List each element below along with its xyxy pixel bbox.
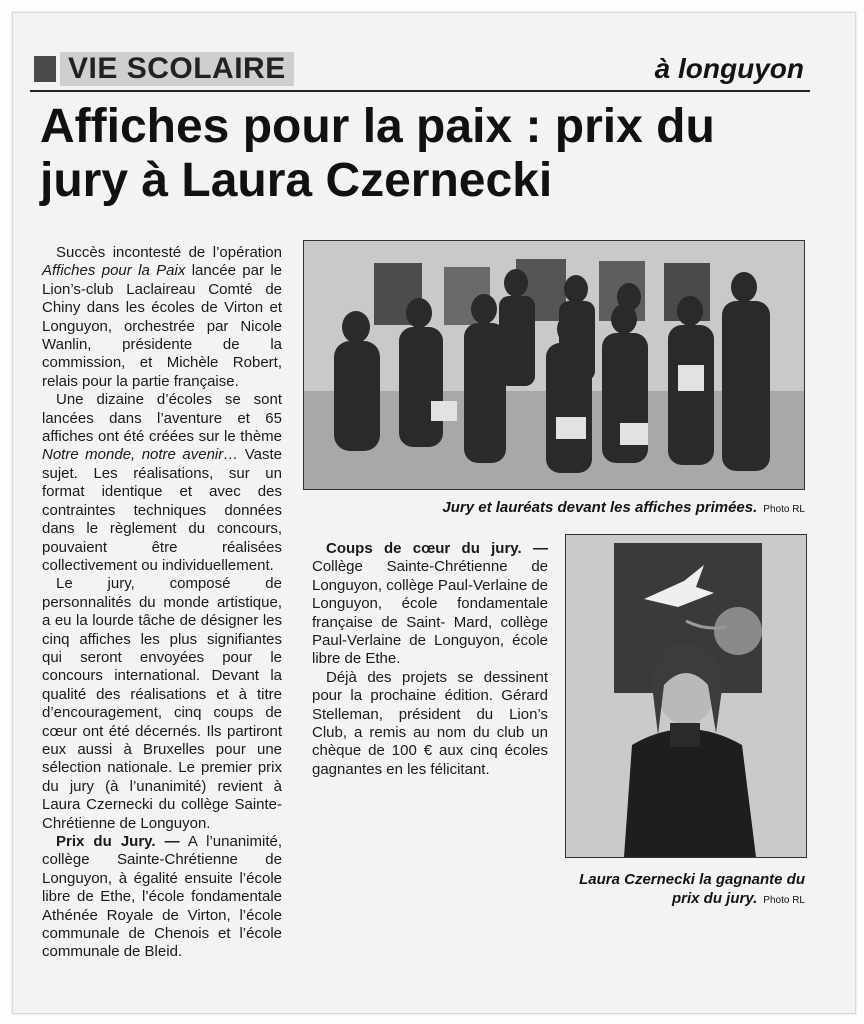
operation-name: Affiches pour la Paix bbox=[42, 262, 186, 280]
run-in-coups-de-coeur: Coups de cœur du jury. — bbox=[326, 540, 548, 557]
photo-credit: Photo RL bbox=[763, 504, 805, 515]
run-in-prix-du-jury: Prix du Jury. — bbox=[56, 833, 180, 850]
paragraph-intro: Succès incontesté de l’opération Affiches pour la Paix lancée par le Lion’s-club Laclaireau Comté de Chiny dans les écoles de Virton et Longuyon, orchestrée par Nicole Wanlin, présidente de la commission, et Michèle Robert, relais pour la partie française. bbox=[42, 244, 282, 390]
article-column-1 bbox=[42, 244, 282, 962]
paragraph-participation: Une dizaine d’écoles se sont lancées dans l’aventure et 65 affiches ont été créées sur le thème Notre monde, notre avenir… Vaste sujet. Les réalisations, sur un format identique et avec des contraintes techniques données dans le règlement du concours, pouvaient être réalisées collectivement ou individuellement. bbox=[42, 391, 282, 574]
rubric-square-icon bbox=[34, 56, 56, 82]
laura-photo bbox=[565, 534, 807, 858]
headline: Affiches pour la paix : prix du jury à Laura Czernecki bbox=[40, 100, 715, 207]
photo-credit: Photo RL bbox=[763, 895, 805, 906]
rubric bbox=[34, 52, 294, 86]
group-photo-caption: Jury et lauréats devant les affiches primées. Photo RL bbox=[442, 499, 805, 516]
laura-photo-caption: Laura Czernecki la gagnante du prix du jury. Photo RL bbox=[579, 871, 805, 907]
group-photo bbox=[303, 240, 805, 490]
paragraph-prix-du-jury: Prix du Jury. — A l’unanimité, collège Sainte-Chrétienne de Longuyon, à égalité ensuite l’école libre de Ethe, l’école fondamentale Athénée Royale de Virton, l’école communale de Chenois et l’école communale de Bleid. bbox=[42, 833, 283, 961]
location-label: à longuyon bbox=[654, 53, 804, 84]
paragraph-jury: Le jury, composé de personnalités du monde artistique, a eu la lourde tâche de désigner les cinq affiches les plus signifiantes qui seront envoyées pour le concours international. Devant la qualité des réalisations et à titre d’encouragement, cinq coups de cœur ont été décernés. Ils partiront eux aussi à Bruxelles pour une sélection nationale. Le premier prix du jury (à l’unanimité) revient à Laura Czernecki du collège Sainte- Chrétienne de Longuyon. bbox=[42, 575, 282, 832]
section-header bbox=[30, 50, 810, 92]
group-photo-image bbox=[304, 241, 804, 489]
paragraph-next-edition: Déjà des projets se dessinent pour la prochaine édition. Gérard Stelleman, président du Lion’s Club, a remis au nom du club un chèque de 100 € aux cinq écoles gagnantes en les félicitant. bbox=[312, 668, 548, 778]
article-column-2 bbox=[312, 540, 548, 779]
rubric-label: VIE SCOLAIRE bbox=[60, 52, 294, 86]
paragraph-coups-de-coeur: Coups de cœur du jury. — Collège Sainte-Chrétienne de Longuyon, collège Paul-Verlaine de Longuyon, école fondamentale française de Saint- Mard, collège Paul-Verlaine de Longuyon, école libre de Ethe. bbox=[312, 540, 549, 668]
laura-photo-image bbox=[566, 535, 806, 857]
theme-name: Notre monde, notre avenir… bbox=[42, 446, 239, 464]
